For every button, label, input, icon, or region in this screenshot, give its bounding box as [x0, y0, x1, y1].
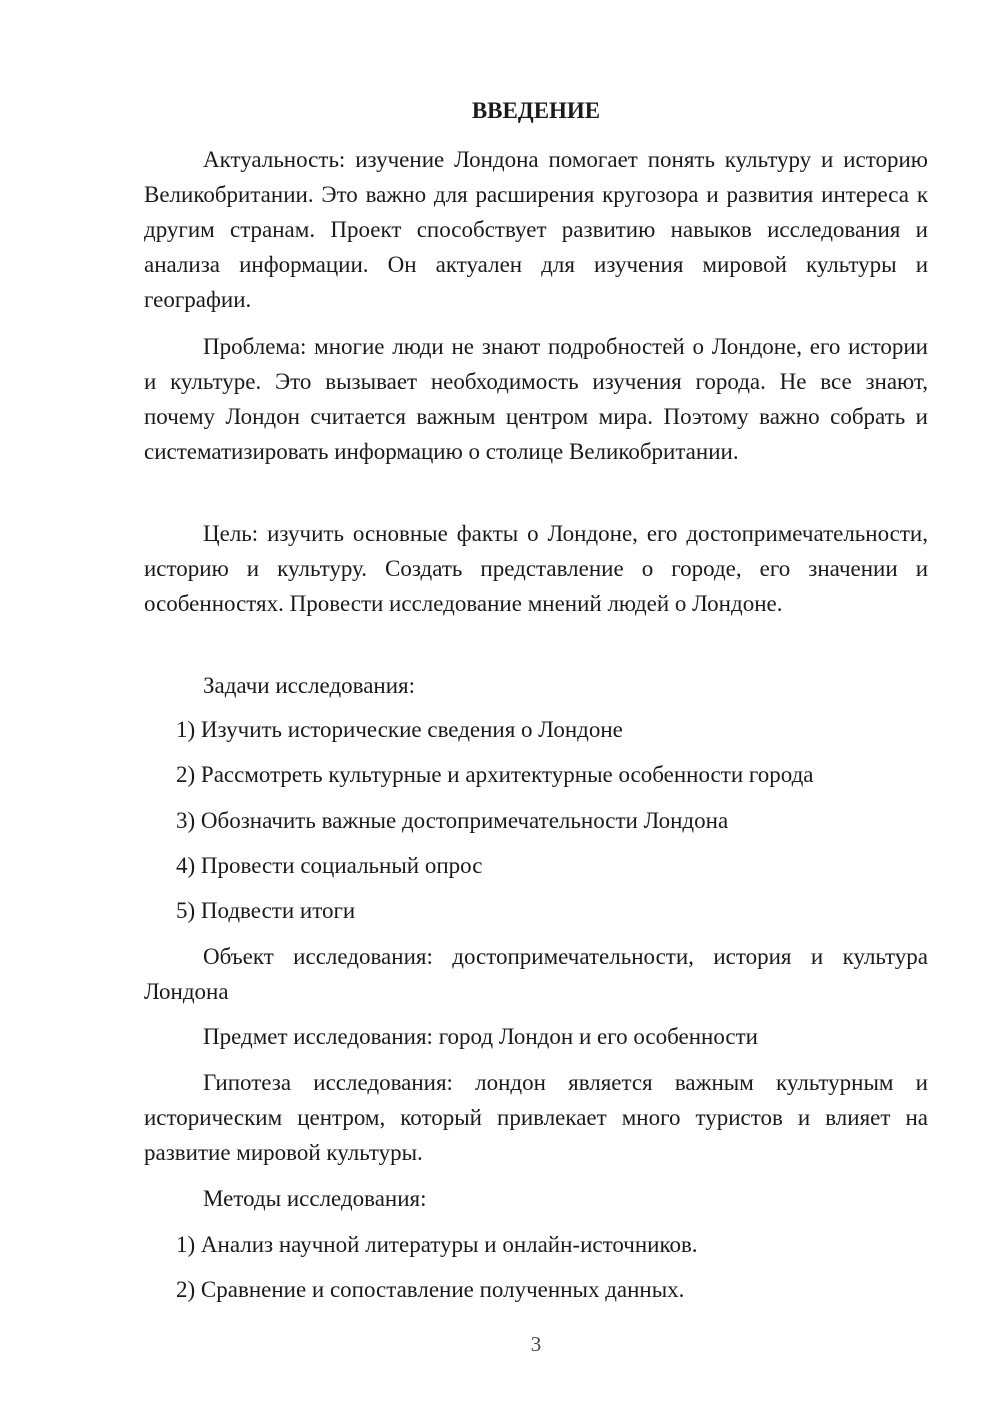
method-item-2: 2) Сравнение и сопоставление полученных данных.	[176, 1277, 685, 1302]
paragraph-hypothesis: Гипотеза исследования: лондон является важным культурным и историческим центром, который привлекает много туристов и влияет на развитие мировой культуры.	[144, 1070, 928, 1165]
methods-heading: Методы исследования:	[203, 1186, 427, 1211]
paragraph-goal: Цель: изучить основные факты о Лондоне, его достопримечательности, историю и культуру. Создать представление о городе, его значении и особенностях. Провести исследование мнений людей о Лондоне.	[144, 521, 928, 616]
paragraph-problem: Проблема: многие люди не знают подробностей о Лондоне, его истории и культуре. Это вызывает необходимость изучения города. Не все знают, почему Лондон считается важным центром мира. Поэтому важно собрать и систематизировать информацию о столице Великобритании.	[144, 334, 928, 464]
paragraph-relevance: Актуальность: изучение Лондона помогает понять культуру и историю Великобритании. Это важно для расширения кругозора и развития интереса к другим странам. Проект способствует развитию навыков исследования и анализа информации. Он актуален для изучения мировой культуры и географии.	[144, 147, 928, 312]
page-number: 3	[530, 1332, 542, 1356]
task-item-5: 5) Подвести итоги	[176, 898, 356, 923]
paragraph-subject: Предмет исследования: город Лондон и его особенности	[203, 1024, 758, 1049]
task-item-1: 1) Изучить исторические сведения о Лондоне	[176, 717, 623, 742]
task-item-2: 2) Рассмотреть культурные и архитектурные особенности города	[176, 762, 814, 787]
paragraph-object: Объект исследования: достопримечательности, история и культура Лондона	[144, 944, 928, 1004]
method-item-1: 1) Анализ научной литературы и онлайн-источников.	[176, 1232, 698, 1257]
task-item-4: 4) Провести социальный опрос	[176, 853, 483, 878]
page-title: ВВЕДЕНИЕ	[471, 98, 601, 123]
tasks-heading: Задачи исследования:	[203, 673, 416, 698]
task-item-3: 3) Обозначить важные достопримечательности Лондона	[176, 808, 729, 833]
